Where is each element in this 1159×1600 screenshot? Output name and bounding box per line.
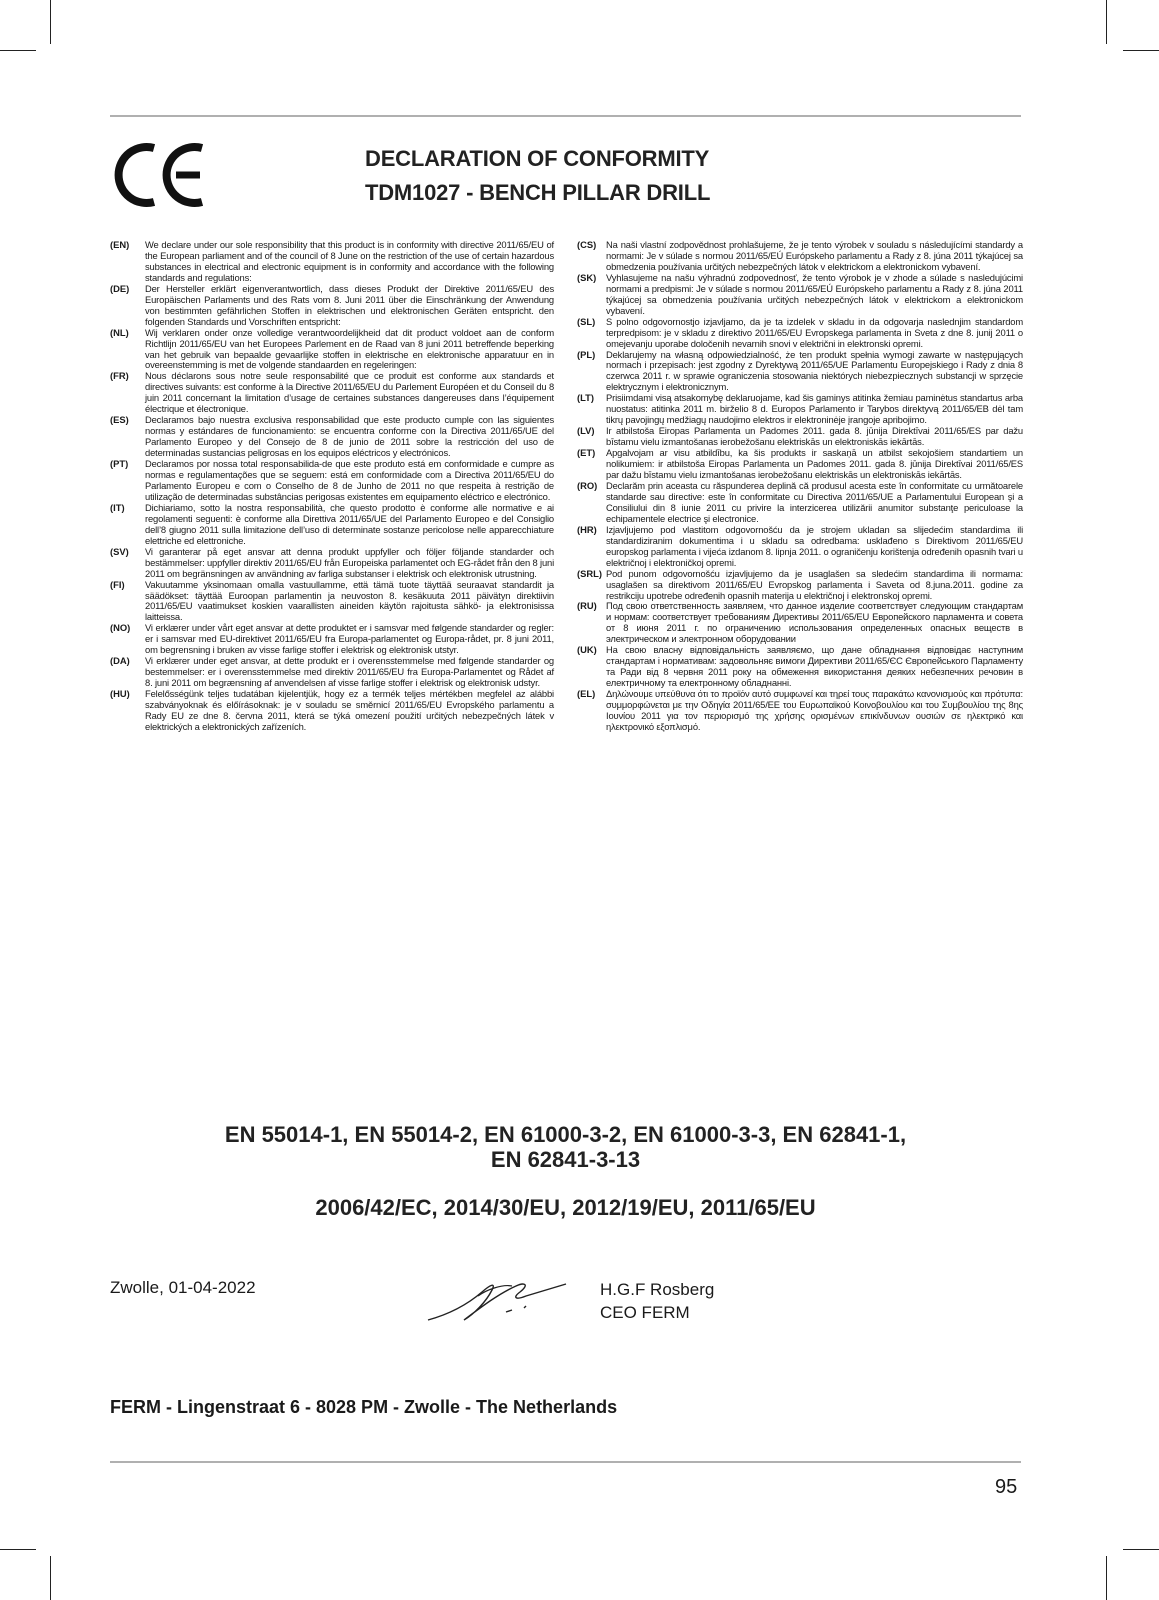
declaration-entry: [577, 273, 1023, 317]
language-code: (EL): [577, 688, 596, 700]
page-title: DECLARATION OF CONFORMITY: [365, 146, 710, 171]
declaration-text: Apgalvojam ar visu atbildību, ka šis produkts ir saskaņā un atbilst sekojošiem standartiem un nolikumiem: ir atbilstoša Eiropas Parlamenta un Padomes 2011. gada 8. jūnija Direktīvai 2011/65/ES par dažu bīstamu vielu izmantošanas ierobežošanu elektriskās un elektroniskās iekārtās.: [606, 447, 1023, 481]
declaration-text: Vi erklærer under vårt eget ansvar at dette produktet er i samsvar med følgende standarder og regler: er i samsvar med EU-direktivet 2011/65/EU fra Europa-parlamentet og Europa-rådet, pr. 8 juni 2011, om begrensning i bruken av visse farlige stoffer i elektrisk og elektronisk utstyr.: [145, 622, 554, 656]
declaration-text: Declaramos bajo nuestra exclusiva responsabilidad que este producto cumple con las siguientes normas y estándares de funcionamiento: se encuentra conforme con la Directiva 2011/65/UE del Parlamento Europeo y del Consejo de 8 de junio de 2011 sobre la restricción del uso de determinadas sustancias peligrosas en los equipos eléctricos y electrónicos.: [145, 414, 554, 459]
page-subtitle: TDM1027 - BENCH PILLAR DRILL: [365, 180, 711, 205]
declaration-entry: [577, 393, 1023, 426]
declaration-text: Izjavljujemo pod vlastitom odgovornošću da je strojem ukladan sa slijedećim standardima ili standardiziranim dokumentima i u skladu sa odredbama: usklađeno s Direktivom 2011/65/EU europskog parlamenta i vijeća izdanom 8. lipnja 2011. o ograničenju korištenja određenih opasnih tvari u električnoj i elektroničkoj opremi.: [606, 523, 1023, 568]
page-number: 95: [995, 1476, 1018, 1498]
declaration-entry: [577, 350, 1023, 394]
declaration-text: Nous déclarons sous notre seule responsabilité que ce produit est conforme aux standards et directives suivants: est conforme à la Directive 2011/65/EU du Parlement Européen et du Conseil du 8 juin 2011 concernant la limitation d’usage de certaines substances dangereuses dans l’équipement électrique et électronique.: [145, 370, 555, 415]
declaration-text: Vakuutamme yksinomaan omalla vastuullamme, että tämä tuote täyttää seuraavat standardit ja säädökset: täyttää Euroopan parlamentin ja neuvoston 8. kesäkuuta 2011 päivätyn direktiivin 2011/65/EU vaatimukset koskien vaarallisten aineiden käytön rajoitusta sähkö- ja elektronisissa laitteissa.: [145, 578, 554, 623]
language-code: (HU): [110, 688, 130, 700]
signatory-role: CEO FERM: [600, 1303, 690, 1322]
standards-line: EN 62841-3-13: [490, 1147, 641, 1172]
declaration-text: Vyhlasujeme na našu výhradnú zodpovednosť, že tento výrobok je v zhode a súlade s nasledujúcimi normami a predpismi: Je v súlade s normou 2011/65/EÚ Európskeho parlamentu a Rady z 8. júna 2011 týkajúcej sa obmedzenia používania určitých nebezpečných látok v elektrickom a elektronickom vybavení.: [606, 271, 1023, 316]
signatory: [600, 1278, 714, 1324]
declaration-text: Declaramos por nossa total responsabilida-de que este produto está em conformidade e cumpre as normas e regulamentações que se seguem: está em conformidade com a Directiva 2011/65/EU do Parlamento Europeu e com o Conselho de 8 de Junho de 2011 no que respeita à restrição de utilização de determinadas substâncias perigosas existentes em equipamento eléctrico e electrónico.: [145, 458, 554, 502]
declaration-text: Prisiimdami visą atsakomybę deklaruojame, kad šis gaminys atitinka žemiau paminėtus standartus arba nuostatus: atitinka 2011 m. birželio 8 d. Europos Parlamento ir Tarybos direktyvą 2011/65/EB dėl tam tikrų pavojingų medžiagų naudojimo elektros ir elektroninėje įrangoje apribojimo.: [606, 392, 1023, 426]
declaration-text: Deklarujemy na własną odpowiedzialność, że ten produkt spełnia wymogi zawarte w następujących normach i przepisach: jest zgodny z Dyrektywą 2011/65/UE Parlamentu Europejskiego i Rady z dnia 8 czerwca 2011 r. w sprawie ograniczenia stosowania niektórych niebezpiecznych substancji w sprzęcie elektrycznym i elektronicznym.: [606, 348, 1023, 393]
language-code: (NL): [110, 326, 129, 338]
declaration-entry: [110, 503, 554, 547]
declaration-entry: [110, 623, 554, 656]
language-code: (RU): [577, 600, 597, 612]
language-code: (NO): [110, 622, 131, 634]
language-code: (UK): [577, 644, 597, 656]
company-address: FERM - Lingenstraat 6 - 8028 PM - Zwolle - The Netherlands: [110, 1397, 618, 1417]
crop-mark: [1106, 0, 1107, 44]
declaration-text: Felelősségünk teljes tudatában kijelentjük, hogy ez a termék teljes mértékben megfelel az alábbi szabványoknak és előírásoknak: je v souladu se směrnicí 2011/65/EU Evropského parlamentu a Rady EU ze dne 8. června 2011, která se týká omezení použití určitých nebezpečných látek v elektrických a elektronických zařízeních.: [145, 688, 554, 732]
declaration-entry: [110, 415, 554, 459]
language-code: (SRL): [577, 567, 602, 579]
signature-image: [420, 1270, 570, 1330]
language-code: (ES): [110, 414, 129, 426]
language-code: (ET): [577, 447, 596, 459]
declaration-entry: [577, 601, 1023, 645]
language-code: (SL): [577, 315, 596, 327]
crop-mark: [1106, 1556, 1107, 1600]
directives-list: 2006/42/EC, 2014/30/EU, 2012/19/EU, 2011/65/EU: [315, 1195, 816, 1220]
crop-mark: [1123, 50, 1159, 51]
crop-mark: [50, 1556, 51, 1600]
declaration-entry: [577, 448, 1023, 481]
declaration-entry: [577, 689, 1023, 733]
language-code: (LV): [577, 425, 595, 437]
language-code: (PT): [110, 458, 129, 470]
language-code: (DA): [110, 655, 130, 667]
crop-mark: [1123, 1549, 1159, 1550]
standards-list: [110, 1122, 1021, 1172]
declaration-entry: [577, 525, 1023, 569]
language-code: (FI): [110, 578, 125, 590]
declaration-entry: [577, 240, 1023, 273]
bottom-rule: [110, 1461, 1021, 1463]
ce-mark-icon: [110, 140, 210, 210]
declaration-entry: [577, 569, 1023, 602]
language-code: (IT): [110, 501, 125, 513]
declaration-entry: [110, 328, 554, 372]
language-code: (PL): [577, 348, 596, 360]
declaration-entry: [110, 547, 554, 580]
declaration-text: We declare under our sole responsibility that this product is in conformity with directive 2011/65/EU of the European parliament and of the council of 8 June on the restriction of the use of certain hazardous substances in electrical and electronic equipment is in conformity and accordance with the following standards and regulations:: [145, 239, 554, 283]
signatory-name: H.G.F Rosberg: [600, 1280, 715, 1299]
language-code: (FR): [110, 370, 129, 382]
declaration-text: Declarăm prin aceasta cu răspunderea deplină că produsul acesta este în conformitate cu următoarele standarde sau directive: este în conformitate cu Directiva 2011/65/UE a Parlamentului European şi a Consiliului din 8 iunie 2011 cu privire la interzicerea utilizării anumitor substanţe periculoase la echipamentele electrice şi electronice.: [606, 479, 1023, 524]
crop-mark: [0, 1549, 36, 1550]
declaration-text: Ir atbilstoša Eiropas Parlamenta un Padomes 2011. gada 8. jūnija Direktīvai 2011/65/ES par dažu bīstamu vielu izmantošanas ierobežošanu elektriskās un elektroniskās iekārtās.: [606, 425, 1023, 448]
declaration-text: Wij verklaren onder onze volledige verantwoordelijkheid dat dit product voldoet aan de conform Richtlijn 2011/65/EU van het Europees Parlement en de Raad van 8 juni 2011 betreffende beperking van het gebruik van bepaalde gevaarlijke stoffen in elektrische en elektronische apparatuur en in overeenstemming is met de volgende standaarden en regeleringen:: [145, 326, 554, 371]
place-date: Zwolle, 01-04-2022: [110, 1278, 256, 1297]
language-code: (DE): [110, 282, 130, 294]
crop-mark: [0, 50, 36, 51]
language-code: (EN): [110, 239, 130, 250]
declaration-entry: [577, 645, 1023, 689]
declaration-entry: [577, 317, 1023, 350]
declaration-entry: [110, 580, 554, 624]
declaration-entry: [577, 426, 1023, 448]
language-code: (SV): [110, 545, 129, 557]
declaration-text: Vi garanterar på eget ansvar att denna produkt uppfyller och följer följande standarder och bestämmelser: uppfyller direktiv 2011/65/EU från Europeiska parlamentet och EG-rådet från den 8 juni 2011 om begränsningen av användning av farliga substanser i elektrisk och elektronisk utrustning.: [145, 545, 555, 579]
declaration-text: Der Hersteller erklärt eigenverantwortlich, dass dieses Produkt der Direktive 2011/65/EU des Europäischen Parlaments und des Rats vom 8. Juni 2011 über die Einschränkung der Anwendung von bestimmten gefährlichen Stoffen in elektrischen und elektronischen Geräten entspricht. den folgenden Standards und Vorschriften entspricht:: [145, 282, 554, 327]
language-code: (LT): [577, 392, 595, 404]
declaration-entry: [577, 481, 1023, 525]
language-code: (HR): [577, 523, 597, 535]
declaration-text: Δηλώνουμε υπεύθυνα ότι το προϊόν αυτό συμφωνεί και τηρεί τους παρακάτω κανονισμούς και πρότυπα: συμμορφώνεται με την Οδηγία 2011/65/ΕΕ του Ευρωπαϊκού Κοινοβουλίου και του Συμβουλίου της 8ης Ιουνίου 2011 για τον περιορισμό της χρήσης ορισμένων επικίνδυνων ουσιών σε ηλεκτρικό και ηλεκτρονικό εξοπλισμό.: [606, 688, 1023, 732]
declaration-entry: [110, 284, 554, 328]
declaration-entry: [110, 459, 554, 503]
language-code: (CS): [577, 239, 597, 250]
standards-line: EN 55014-1, EN 55014-2, EN 61000-3-2, EN 61000-3-3, EN 62841-1,: [224, 1122, 907, 1147]
declaration-column-right: [577, 240, 1023, 733]
language-code: (RO): [577, 479, 598, 491]
declaration-entry: [110, 371, 554, 415]
declaration-text: Под свою ответственность заявляем, что данное изделие соответствует следующим стандартам и нормам: соответствует требованиям Директивы 2011/65/EU Европейского парламента и совета от 8 июня 2011 г. по ограничению использования определенных опасных веществ в электрическом и электронном оборудовании: [606, 600, 1023, 645]
declaration-text: Na naši vlastní zodpovědnost prohlašujeme, že je tento výrobek v souladu s následujícími standardy a normami: Je v súlade s normou 2011/65/EÚ Európskeho parlamentu a Rady z 8. júna 2011 týkajúcej sa obmedzenia používania určitých nebezpečných látok v elektrickom a elektronickom vybavení.: [606, 239, 1023, 272]
crop-mark: [50, 0, 51, 44]
declaration-entry: [110, 240, 554, 284]
declaration-text: Pod punom odgovornošću izjavljujemo da je usaglašen sa sledećim standardima ili normama: usaglašen sa direktivom 2011/65/EU Evropskog parlamenta i Saveta od 8.juna.2011. godine za restrikciju upotrebe određenih opasnih materija u električnoj i elektronskoj opremi.: [606, 567, 1023, 601]
declaration-entry: [110, 689, 554, 733]
declaration-column-left: [110, 240, 554, 733]
declaration-text: Dichiariamo, sotto la nostra responsabilità, che questo prodotto è conforme alle normative e ai regolamenti seguenti: è conforme alla Direttiva 2011/65/UE del Parlamento Europeo e del Consiglio dell’8 giugno 2011 sulla limitazione dell’uso di determinate sostanze pericolose nelle apparecchiature elettriche ed elettroniche.: [145, 501, 554, 546]
declaration-text: S polno odgovornostjo izjavljamo, da je ta izdelek v skladu in da odgovarja naslednjim standardom terpredpisom: je v skladu z direktivo 2011/65/EU Evropskega parlamenta in Sveta z dne 8. junij 2011 o omejevanju uporabe določenih nevarnih snovi v električni in elektronski opremi.: [606, 315, 1023, 349]
declaration-text: На свою власну відповідальність заявляємо, що дане обладнання відповідає наступним стандартам і нормативам: задовольняє вимоги Директиви 2011/65/ЄС Європейського Парламенту та Ради від 8 червня 2011 року на обмеження використання деяких небезпечних речовин в електричному та електронному обладнанні.: [606, 644, 1023, 689]
top-rule: [110, 115, 1021, 117]
declaration-text: Vi erklærer under eget ansvar, at dette produkt er i overensstemmelse med følgende standarder og bestemmelser: er i overensstemmelse med direktiv 2011/65/EU fra Europa-Parlamentet og Rådet af 8. juni 2011 om begrænsning af anvendelsen af visse farlige stoffer i elektrisk og elektronisk udstyr.: [145, 655, 554, 689]
language-code: (SK): [577, 271, 597, 283]
declaration-entry: [110, 656, 554, 689]
